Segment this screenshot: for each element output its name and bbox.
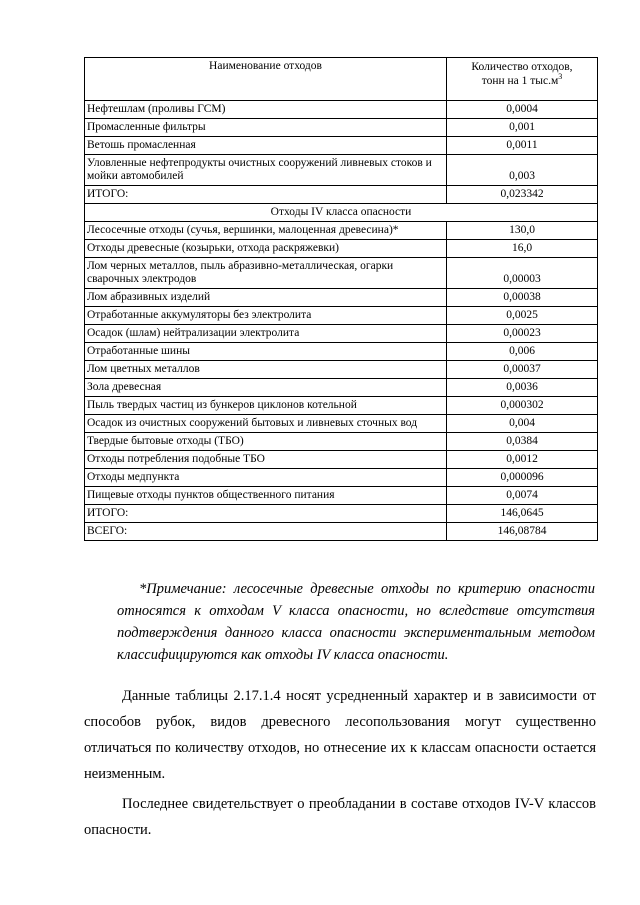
table-row xyxy=(85,487,598,505)
table-row xyxy=(85,222,598,240)
table-row xyxy=(85,415,598,433)
table-body xyxy=(85,101,598,541)
waste-name-cell: Осадок из очистных сооружений бытовых и ливневых сточных вод xyxy=(85,415,447,433)
waste-quantity-cell: 0,000302 xyxy=(447,397,598,415)
table-row xyxy=(85,325,598,343)
waste-quantity-cell: 16,0 xyxy=(447,240,598,258)
table-row xyxy=(85,186,598,204)
waste-quantity-cell: 0,0025 xyxy=(447,307,598,325)
table-row xyxy=(85,523,598,541)
table-row xyxy=(85,397,598,415)
waste-quantity-cell: 0,00023 xyxy=(447,325,598,343)
table-row xyxy=(85,343,598,361)
waste-name-cell: Твердые бытовые отходы (ТБО) xyxy=(85,433,447,451)
waste-quantity-cell: 146,0645 xyxy=(447,505,598,523)
table-row xyxy=(85,307,598,325)
table-row xyxy=(85,258,598,289)
table-row xyxy=(85,101,598,119)
header-waste-quantity xyxy=(447,58,598,101)
waste-name-cell: Ветошь промасленная xyxy=(85,137,447,155)
waste-name-cell: ВСЕГО: xyxy=(85,523,447,541)
waste-name-cell: ИТОГО: xyxy=(85,505,447,523)
waste-name-cell: ИТОГО: xyxy=(85,186,447,204)
waste-quantity-cell: 0,004 xyxy=(447,415,598,433)
waste-name-cell: Промасленные фильтры xyxy=(85,119,447,137)
header-qty-line2: тонн на 1 тыс.м xyxy=(481,75,559,87)
waste-quantity-cell: 0,0074 xyxy=(447,487,598,505)
table-footnote: *Примечание: лесосечные древесные отходы по критерию опасности относятся к отходам V класса опасности, но вследствие отсутствия подтверждения данного класса опасности экспериментальным методом классифицируются как отходы IV класса опасности. xyxy=(117,581,595,663)
waste-name-cell: Зола древесная xyxy=(85,379,447,397)
waste-quantity-cell: 0,006 xyxy=(447,343,598,361)
waste-quantity-cell: 0,00038 xyxy=(447,289,598,307)
table-row xyxy=(85,505,598,523)
waste-quantity-cell: 0,001 xyxy=(447,119,598,137)
table-row xyxy=(85,119,598,137)
table-row xyxy=(85,155,598,186)
waste-quantity-cell: 0,023342 xyxy=(447,186,598,204)
header-waste-name: Наименование отходов xyxy=(85,58,447,101)
waste-name-cell: Лесосечные отходы (сучья, вершинки, малоценная древесина)* xyxy=(85,222,447,240)
waste-quantity-cell: 0,0036 xyxy=(447,379,598,397)
waste-name-cell: Отходы медпункта xyxy=(85,469,447,487)
paragraph-1: Данные таблицы 2.17.1.4 носят усредненный характер и в зависимости от способов рубок, видов древесного лесопользования могут существенно отличаться по количеству отходов, но отнесение их к классам опасности остается неизменным. xyxy=(84,688,596,782)
table-row xyxy=(85,433,598,451)
section-title: Отходы IV класса опасности xyxy=(85,204,598,222)
paragraph-2: Последнее свидетельствует о преобладании в составе отходов IV-V классов опасности. xyxy=(84,796,596,838)
waste-quantity-cell: 0,00037 xyxy=(447,361,598,379)
waste-name-cell: Отработанные шины xyxy=(85,343,447,361)
waste-name-cell: Пищевые отходы пунктов общественного питания xyxy=(85,487,447,505)
waste-name-cell: Уловленные нефтепродукты очистных сооружений ливневых стоков и мойки автомобилей xyxy=(85,155,447,186)
table-row xyxy=(85,379,598,397)
waste-name-cell: Отходы древесные (козырьки, отхода раскряжевки) xyxy=(85,240,447,258)
waste-quantity-cell: 146,08784 xyxy=(447,523,598,541)
waste-quantity-cell: 0,0004 xyxy=(447,101,598,119)
waste-name-cell: Лом абразивных изделий xyxy=(85,289,447,307)
waste-table xyxy=(84,57,598,541)
waste-name-cell: Осадок (шлам) нейтрализации электролита xyxy=(85,325,447,343)
waste-quantity-cell: 0,0011 xyxy=(447,137,598,155)
waste-quantity-cell: 130,0 xyxy=(447,222,598,240)
table-section-row xyxy=(85,204,598,222)
table-row xyxy=(85,240,598,258)
table-header-row xyxy=(85,58,598,101)
waste-name-cell: Пыль твердых частиц из бункеров циклонов котельной xyxy=(85,397,447,415)
table-row xyxy=(85,361,598,379)
waste-quantity-cell: 0,003 xyxy=(447,155,598,186)
header-qty-line1: Количество отходов, xyxy=(471,61,573,73)
waste-quantity-cell: 0,000096 xyxy=(447,469,598,487)
waste-name-cell: Лом черных металлов, пыль абразивно-металлическая, огарки сварочных электродов xyxy=(85,258,447,289)
waste-quantity-cell: 0,00003 xyxy=(447,258,598,289)
table-row xyxy=(85,137,598,155)
table-row xyxy=(85,469,598,487)
waste-name-cell: Отработанные аккумуляторы без электролита xyxy=(85,307,447,325)
header-qty-sup: 3 xyxy=(558,72,563,82)
waste-name-cell: Лом цветных металлов xyxy=(85,361,447,379)
table-row xyxy=(85,451,598,469)
waste-quantity-cell: 0,0012 xyxy=(447,451,598,469)
waste-quantity-cell: 0,0384 xyxy=(447,433,598,451)
table-row xyxy=(85,289,598,307)
waste-name-cell: Отходы потребления подобные ТБО xyxy=(85,451,447,469)
waste-name-cell: Нефтешлам (проливы ГСМ) xyxy=(85,101,447,119)
